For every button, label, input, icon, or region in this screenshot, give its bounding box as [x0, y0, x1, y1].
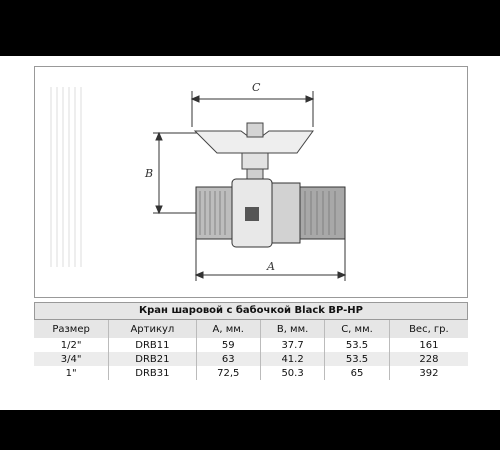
cell-weight: 228 [389, 352, 468, 366]
dimension-a-label: A [267, 260, 275, 273]
spec-sheet [0, 56, 500, 410]
column-header-article: Артикул [109, 320, 196, 338]
dimension-c-label: C [252, 81, 261, 94]
specs-table [34, 320, 468, 380]
background-hatching [51, 87, 81, 267]
dimension-b-line [153, 133, 200, 213]
cell-a: 59 [196, 338, 260, 352]
dimension-b-label: B [145, 167, 154, 180]
cell-c: 53.5 [325, 352, 390, 366]
butterfly-handle [195, 123, 313, 187]
cell-a: 72,5 [196, 366, 260, 380]
cell-a: 63 [196, 352, 260, 366]
table-header-row [34, 320, 468, 338]
cell-article: DRB31 [109, 366, 196, 380]
dimension-c-line [192, 91, 313, 127]
cell-weight: 392 [419, 367, 439, 379]
column-header-weight: Вес, гр. [389, 320, 468, 338]
cell-b: 37.7 [260, 338, 324, 352]
cell-size: 3/4" [34, 352, 109, 366]
column-header-b: B, мм. [260, 320, 324, 338]
table-row [34, 338, 468, 352]
cell-weight: 161 [419, 339, 439, 351]
drawing-frame [34, 66, 468, 298]
column-header-a: A, мм. [196, 320, 260, 338]
cell-size: 1" [34, 366, 109, 380]
table-row [34, 366, 468, 380]
column-header-size: Размер [34, 320, 109, 338]
cell-size: 1/2" [34, 338, 109, 352]
column-header-c: C, мм. [325, 320, 390, 338]
cell-c: 53.5 [325, 338, 390, 352]
cell-b: 50.3 [260, 366, 324, 380]
valve-technical-drawing [35, 67, 467, 297]
valve-body [196, 179, 345, 247]
table-row [34, 352, 468, 366]
cell-article: DRB11 [109, 338, 196, 352]
table-title: Кран шаровой с бабочкой Black BP-HP [34, 302, 468, 320]
cell-article: DRB21 [109, 352, 196, 366]
cell-c: 65 [325, 366, 390, 380]
cell-b: 41.2 [260, 352, 324, 366]
